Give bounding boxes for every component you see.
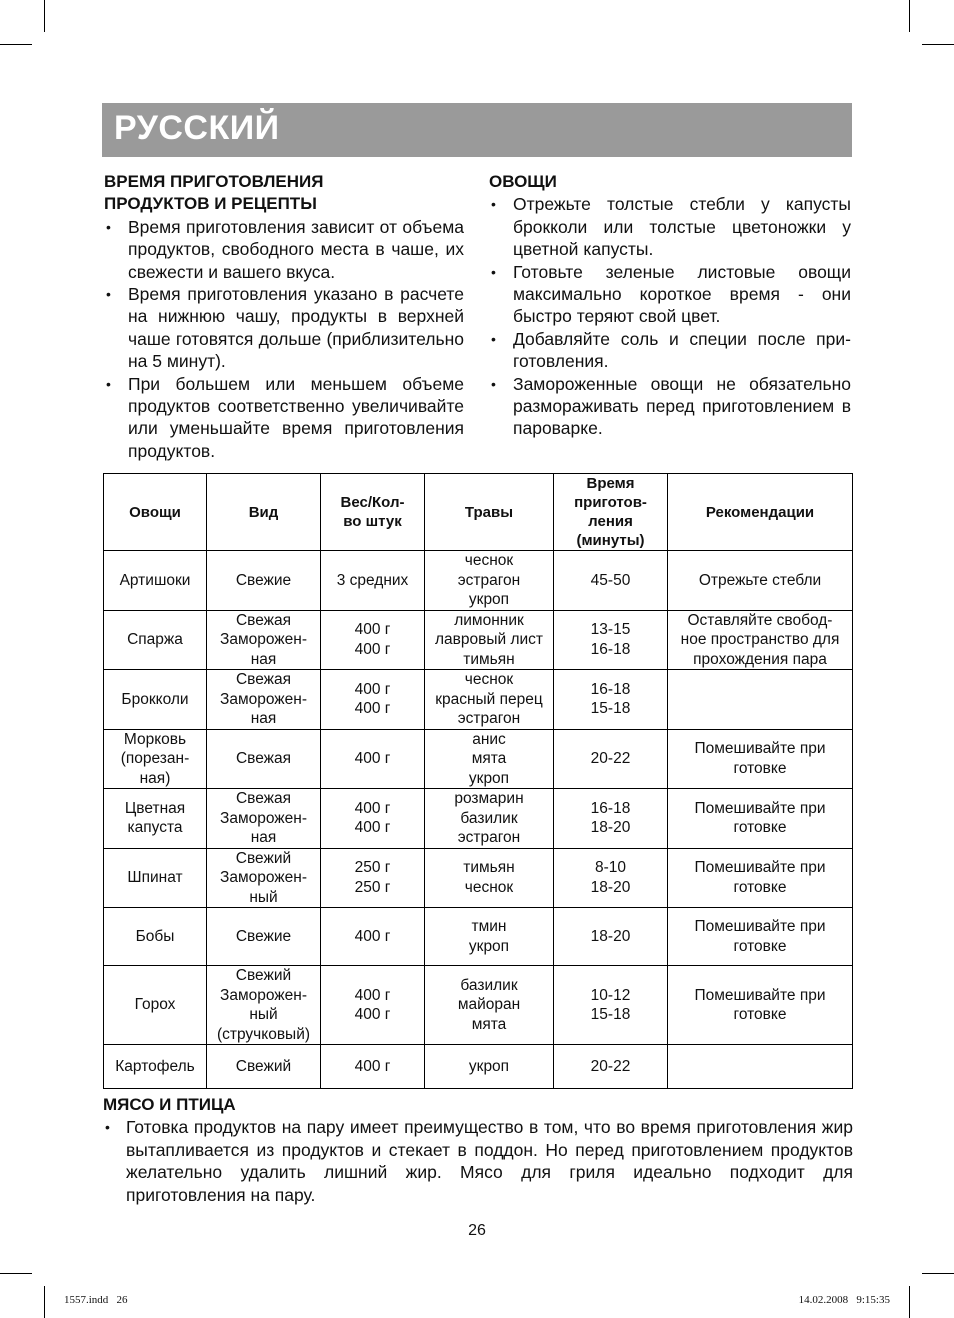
- cell-recommendation: Помешивайте при готовке: [668, 908, 853, 966]
- cell-time: 16-18 18-20: [554, 789, 668, 849]
- crop-mark: [0, 1273, 32, 1274]
- cell-kind: Свежая: [207, 729, 321, 789]
- cell-vegetable: Горох: [104, 966, 207, 1045]
- crop-mark: [922, 44, 954, 45]
- cell-weight: 400 г 400 г: [321, 610, 425, 670]
- cell-herbs: анис мята укроп: [425, 729, 554, 789]
- cell-kind: Свежая Заморожен- ная: [207, 670, 321, 730]
- cell-herbs: тмин укроп: [425, 908, 554, 966]
- table-row: [104, 848, 853, 908]
- cell-recommendation: Помешивайте при готовке: [668, 966, 853, 1045]
- table-row: [104, 670, 853, 730]
- table-row: [104, 729, 853, 789]
- table-row: [104, 610, 853, 670]
- section-banner: [102, 103, 852, 157]
- cell-weight: 400 г: [321, 908, 425, 966]
- cell-recommendation: Помешивайте при готовке: [668, 789, 853, 849]
- table-row: [104, 551, 853, 611]
- cell-time: 10-12 15-18: [554, 966, 668, 1045]
- list-item: • Добавляйте соль и специи после приготовления.: [489, 328, 851, 373]
- cooking-time-list: [104, 216, 464, 462]
- header-vegetable: Овощи: [104, 474, 207, 551]
- cell-weight: 3 средних: [321, 551, 425, 611]
- section-title: РУССКИЙ: [114, 109, 280, 147]
- cell-weight: 400 г 400 г: [321, 670, 425, 730]
- crop-mark: [909, 1286, 910, 1318]
- list-item: • При большем или меньшем объеме продуктов соответственно увеличивайте или уменьшайте время приготовления продуктов.: [104, 373, 464, 463]
- cell-recommendation: [668, 1045, 853, 1089]
- cell-herbs: тимьян чеснок: [425, 848, 554, 908]
- list-item: • Замороженные овощи не обязательно размораживать перед приготовлением в пароварке.: [489, 373, 851, 440]
- cell-weight: 400 г 400 г: [321, 789, 425, 849]
- cooking-time-heading-line2: ПРОДУКТОВ И РЕЦЕПТЫ: [104, 194, 317, 214]
- cell-kind: Свежий: [207, 1045, 321, 1089]
- cell-vegetable: Картофель: [104, 1045, 207, 1089]
- crop-mark: [0, 44, 32, 45]
- left-column: [104, 171, 464, 462]
- cell-weight: 400 г: [321, 729, 425, 789]
- cell-weight: 400 г 400 г: [321, 966, 425, 1045]
- vegetables-list: [489, 193, 851, 439]
- cell-recommendation: Отрежьте стебли: [668, 551, 853, 611]
- vegetable-cooking-table: [103, 473, 853, 1089]
- cell-recommendation: Помешивайте при готовке: [668, 729, 853, 789]
- cell-herbs: лимонник лавровый лист тимьян: [425, 610, 554, 670]
- cell-time: 16-18 15-18: [554, 670, 668, 730]
- crop-mark: [44, 0, 45, 32]
- header-kind: Вид: [207, 474, 321, 551]
- list-item: • Время приготовления зависит от объема продуктов, свободного места в чаше, их свежести и вашего вкуса.: [104, 216, 464, 283]
- cell-kind: Свежие: [207, 551, 321, 611]
- cell-time: 13-15 16-18: [554, 610, 668, 670]
- table-row: [104, 789, 853, 849]
- cell-time: 20-22: [554, 729, 668, 789]
- list-item: • Время приготовления указано в расчете на нижнюю чашу, продукты в верхней чаше готовятся дольше (приблизительно на 5 минут).: [104, 283, 464, 373]
- cell-vegetable: Шпинат: [104, 848, 207, 908]
- header-cooking-time: Время приготов- ления (минуты): [554, 474, 668, 551]
- table-row: [104, 908, 853, 966]
- cell-herbs: чеснок эстрагон укроп: [425, 551, 554, 611]
- header-weight: Вес/Кол- во штук: [321, 474, 425, 551]
- cell-vegetable: Спаржа: [104, 610, 207, 670]
- cell-recommendation: [668, 670, 853, 730]
- cell-weight: 400 г: [321, 1045, 425, 1089]
- meat-list: [103, 1116, 853, 1206]
- right-column: [489, 171, 851, 440]
- cell-herbs: розмарин базилик эстрагон: [425, 789, 554, 849]
- cell-herbs: чеснок красный перец эстрагон: [425, 670, 554, 730]
- cooking-time-heading-line1: ВРЕМЯ ПРИГОТОВЛЕНИЯ: [104, 172, 324, 191]
- table-row: [104, 1045, 853, 1089]
- meat-section: [103, 1094, 853, 1206]
- cell-vegetable: Морковь (порезан- ная): [104, 729, 207, 789]
- cell-recommendation: Оставляйте свобод- ное пространство для прохождения пара: [668, 610, 853, 670]
- cell-kind: Свежий Заморожен- ный (стручковый): [207, 966, 321, 1045]
- header-recommendations: Рекомендации: [668, 474, 853, 551]
- list-item: • Готовьте зеленые листовые овощи максимально короткое время - они быстро теряют свой цвет.: [489, 261, 851, 328]
- header-herbs: Травы: [425, 474, 554, 551]
- cell-recommendation: Помешивайте при готовке: [668, 848, 853, 908]
- page-number: 26: [468, 1222, 486, 1239]
- cell-vegetable: Цветная капуста: [104, 789, 207, 849]
- footer-file-slug: 1557.indd 26: [64, 1294, 128, 1306]
- cell-vegetable: Брокколи: [104, 670, 207, 730]
- cell-herbs: укроп: [425, 1045, 554, 1089]
- list-item: • Готовка продуктов на пару имеет преимущество в том, что во время приготовления жир вытапливается из продуктов и стекает в поддон. Но перед приготовлением продуктов желательно удалить лишний жир. Мясо для гриля идеально подходит для приготовления на пару.: [103, 1116, 853, 1206]
- cell-weight: 250 г 250 г: [321, 848, 425, 908]
- cell-time: 45-50: [554, 551, 668, 611]
- crop-mark: [909, 0, 910, 32]
- crop-mark: [44, 1286, 45, 1318]
- cell-time: 18-20: [554, 908, 668, 966]
- cell-time: 8-10 18-20: [554, 848, 668, 908]
- table-row: [104, 966, 853, 1045]
- cell-herbs: базилик майоран мята: [425, 966, 554, 1045]
- cell-vegetable: Бобы: [104, 908, 207, 966]
- cell-kind: Свежая Заморожен- ная: [207, 610, 321, 670]
- crop-mark: [922, 1273, 954, 1274]
- cell-kind: Свежая Заморожен- ная: [207, 789, 321, 849]
- list-item: • Отрежьте толстые стебли у капусты брокколи или толстые цветоножки у цветной капусты.: [489, 193, 851, 260]
- meat-heading: МЯСО И ПТИЦА: [103, 1095, 236, 1114]
- cell-time: 20-22: [554, 1045, 668, 1089]
- footer-timestamp: 14.02.2008 9:15:35: [798, 1294, 890, 1306]
- cell-vegetable: Артишоки: [104, 551, 207, 611]
- table-header-row: [104, 474, 853, 551]
- cell-kind: Свежий Заморожен- ный: [207, 848, 321, 908]
- cell-kind: Свежие: [207, 908, 321, 966]
- vegetables-heading: ОВОЩИ: [489, 172, 557, 191]
